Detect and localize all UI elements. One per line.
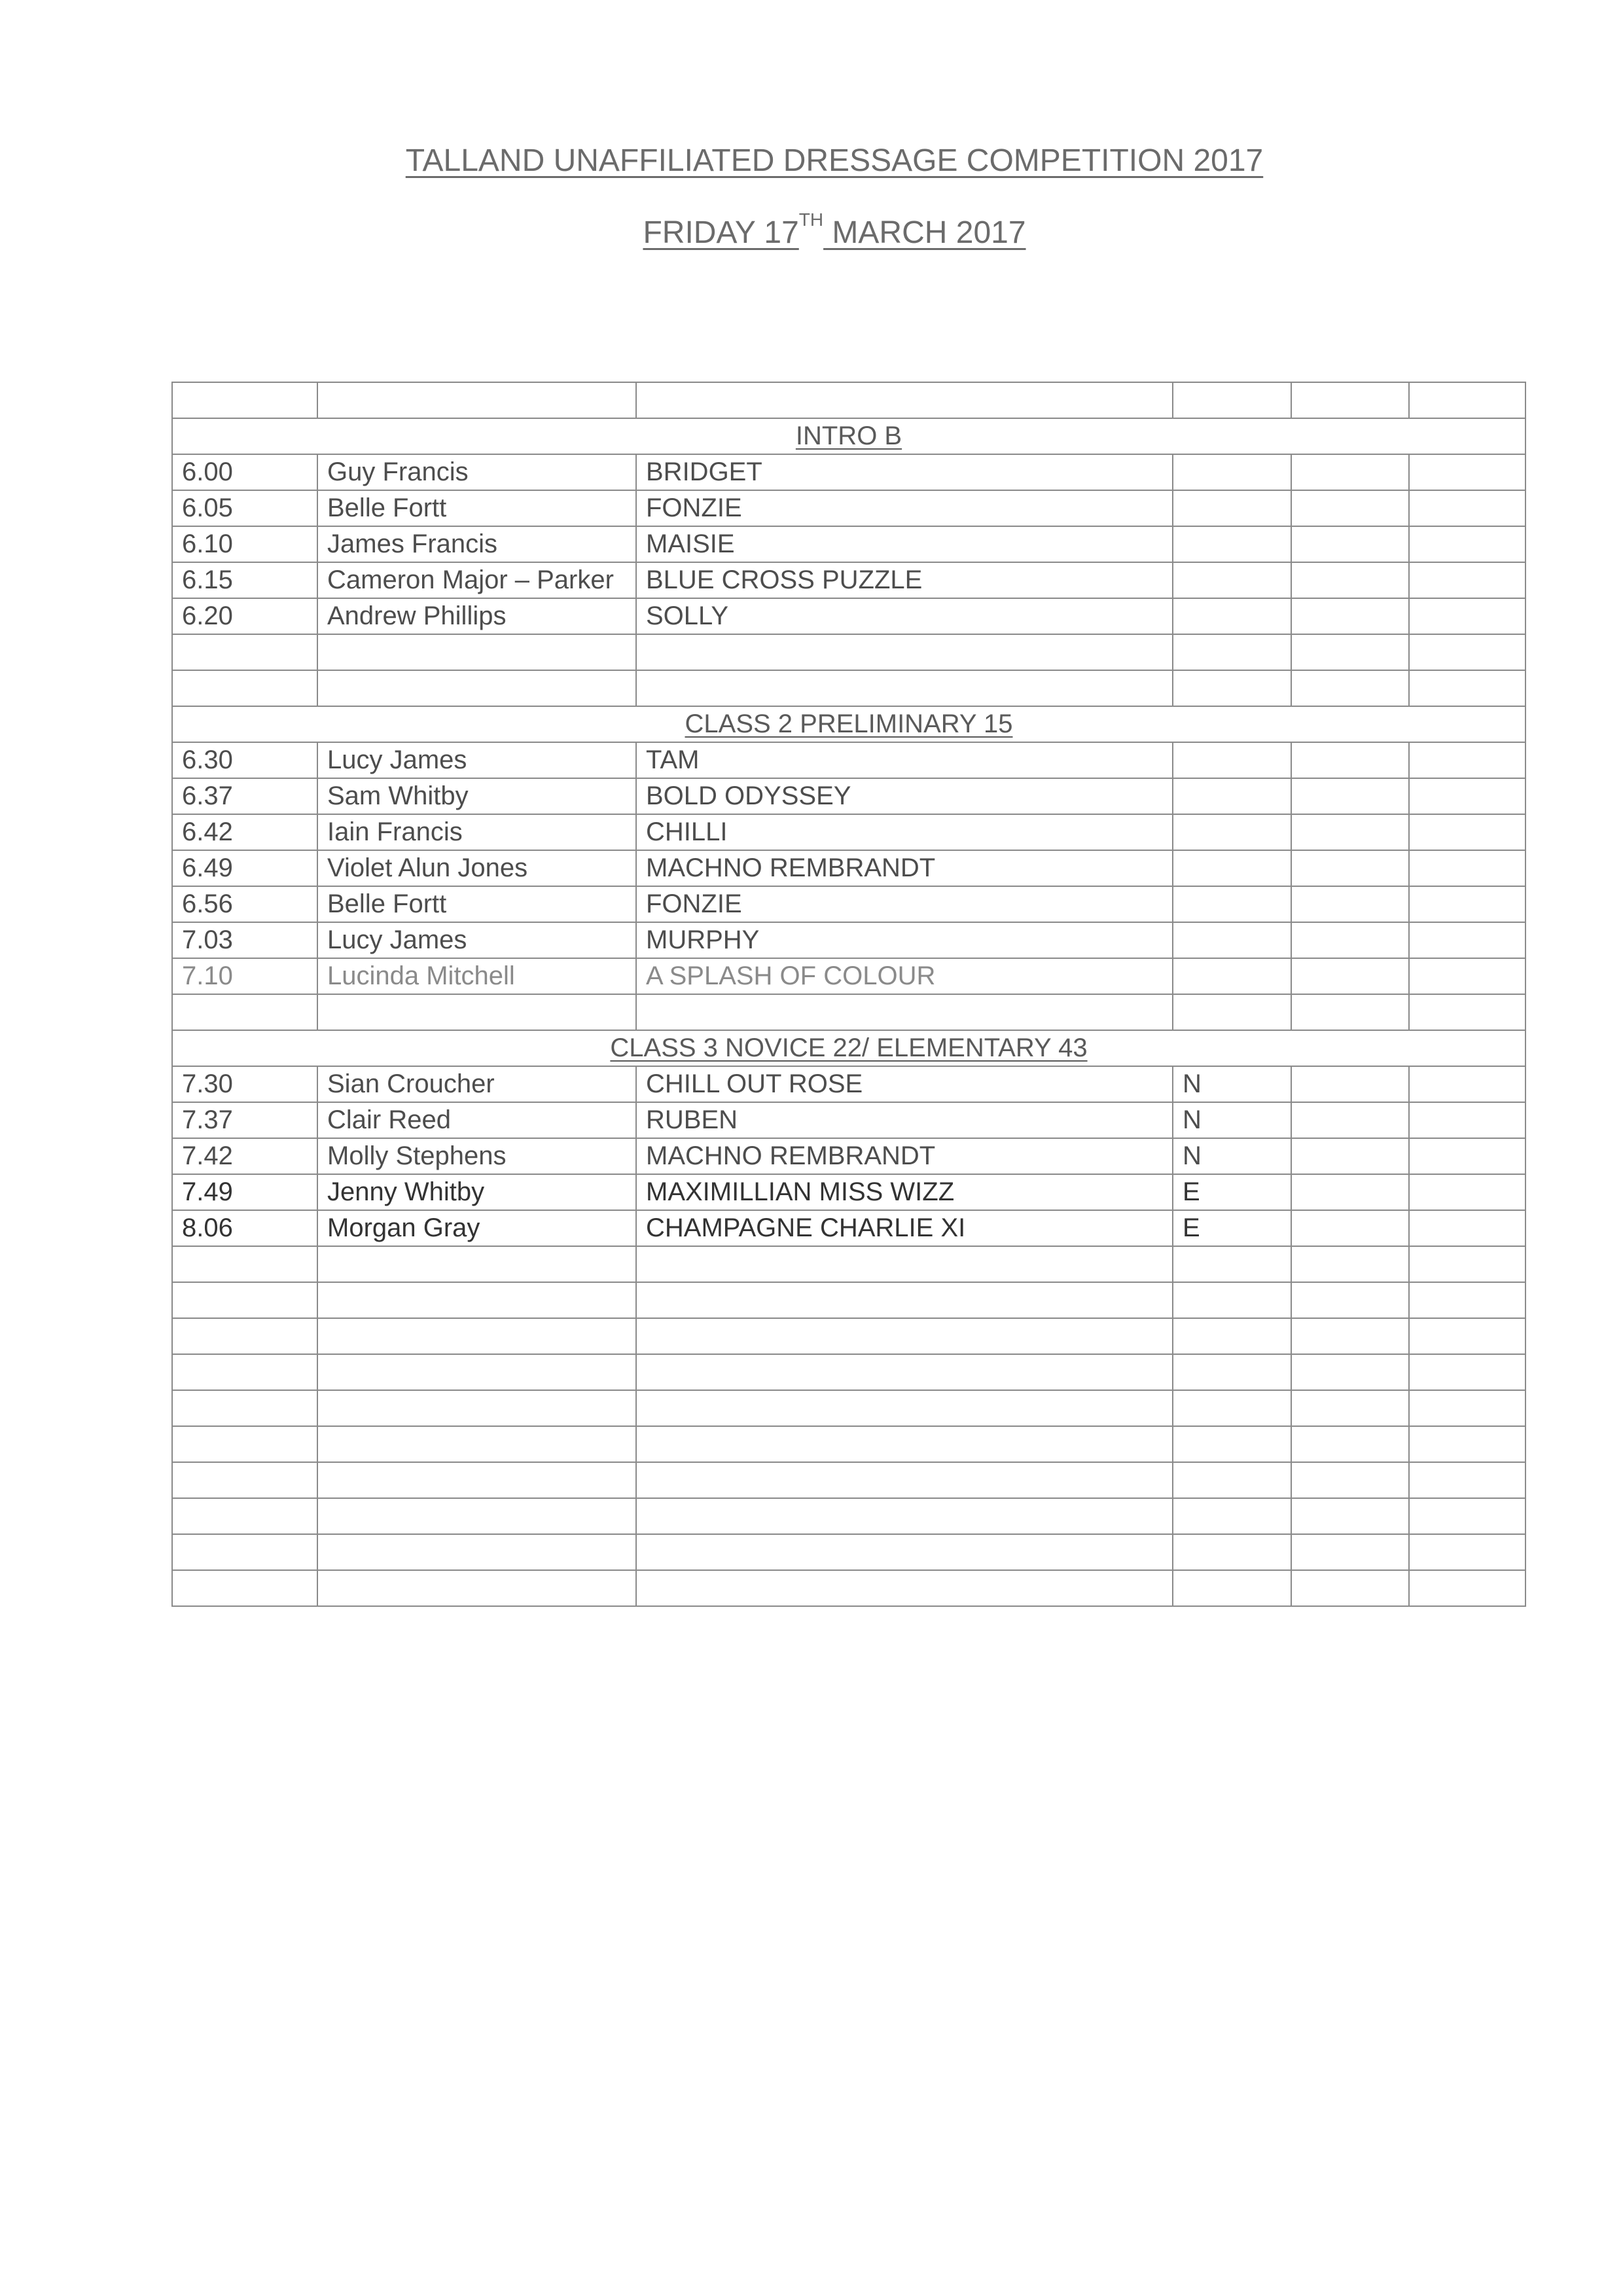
score-cell — [1291, 850, 1409, 886]
entry-row — [172, 742, 1525, 778]
level-cell — [1173, 922, 1291, 958]
horse-cell: BLUE CROSS PUZZLE — [636, 562, 1173, 598]
placing-cell — [1409, 454, 1525, 490]
entry-row — [172, 454, 1525, 490]
blank-cell — [172, 1570, 317, 1606]
entry-row — [172, 490, 1525, 526]
placing-cell — [1409, 490, 1525, 526]
blank-cell — [1409, 994, 1525, 1030]
level-cell — [1173, 958, 1291, 994]
blank-cell — [317, 634, 636, 670]
score-cell — [1291, 598, 1409, 634]
class-header: CLASS 3 NOVICE 22/ ELEMENTARY 43 — [172, 1030, 1525, 1066]
class-header: INTRO B — [172, 418, 1525, 454]
horse-cell: FONZIE — [636, 886, 1173, 922]
blank-cell — [1409, 382, 1525, 418]
blank-cell — [1291, 1570, 1409, 1606]
placing-cell — [1409, 1102, 1525, 1138]
entry-row — [172, 1210, 1525, 1246]
time-cell: 8.06 — [172, 1210, 317, 1246]
placing-cell — [1409, 562, 1525, 598]
blank-cell — [172, 1498, 317, 1534]
blank-cell — [1291, 1318, 1409, 1354]
placing-cell — [1409, 850, 1525, 886]
blank-cell — [317, 1282, 636, 1318]
horse-cell: CHILLI — [636, 814, 1173, 850]
time-cell: 6.10 — [172, 526, 317, 562]
rider-cell: Lucy James — [317, 742, 636, 778]
level-cell: N — [1173, 1138, 1291, 1174]
document-date — [0, 209, 1623, 251]
blank-cell — [317, 994, 636, 1030]
blank-row — [172, 1462, 1525, 1498]
score-cell — [1291, 526, 1409, 562]
blank-cell — [1173, 1426, 1291, 1462]
placing-cell — [1409, 886, 1525, 922]
blank-row — [172, 1282, 1525, 1318]
blank-cell — [317, 1534, 636, 1570]
blank-cell — [636, 1390, 1173, 1426]
date-day: FRIDAY 17 — [643, 215, 799, 250]
rider-cell: James Francis — [317, 526, 636, 562]
time-cell: 6.30 — [172, 742, 317, 778]
blank-cell — [317, 1390, 636, 1426]
rider-cell: Jenny Whitby — [317, 1174, 636, 1210]
blank-row — [172, 1390, 1525, 1426]
blank-cell — [1291, 1282, 1409, 1318]
level-cell — [1173, 850, 1291, 886]
blank-cell — [1173, 1462, 1291, 1498]
class-header-row — [172, 418, 1525, 454]
class-header: CLASS 2 PRELIMINARY 15 — [172, 706, 1525, 742]
blank-cell — [1291, 634, 1409, 670]
blank-cell — [636, 1462, 1173, 1498]
blank-cell — [636, 1354, 1173, 1390]
blank-cell — [1291, 1246, 1409, 1282]
blank-cell — [1173, 1354, 1291, 1390]
horse-cell: CHILL OUT ROSE — [636, 1066, 1173, 1102]
placing-cell — [1409, 1066, 1525, 1102]
blank-cell — [1173, 1318, 1291, 1354]
blank-cell — [1173, 994, 1291, 1030]
horse-cell: CHAMPAGNE CHARLIE XI — [636, 1210, 1173, 1246]
blank-cell — [317, 1246, 636, 1282]
entry-row — [172, 1174, 1525, 1210]
entry-row — [172, 850, 1525, 886]
blank-cell — [172, 634, 317, 670]
blank-row — [172, 1246, 1525, 1282]
score-cell — [1291, 814, 1409, 850]
placing-cell — [1409, 598, 1525, 634]
class-header-row — [172, 1030, 1525, 1066]
rider-cell: Violet Alun Jones — [317, 850, 636, 886]
placing-cell — [1409, 526, 1525, 562]
blank-cell — [636, 1570, 1173, 1606]
blank-cell — [1173, 634, 1291, 670]
blank-cell — [317, 1498, 636, 1534]
blank-row — [172, 1534, 1525, 1570]
level-cell — [1173, 598, 1291, 634]
blank-cell — [1409, 1462, 1525, 1498]
blank-cell — [172, 1282, 317, 1318]
entry-row — [172, 814, 1525, 850]
horse-cell: FONZIE — [636, 490, 1173, 526]
time-cell: 7.03 — [172, 922, 317, 958]
blank-cell — [1173, 670, 1291, 706]
blank-cell — [636, 994, 1173, 1030]
blank-row — [172, 1570, 1525, 1606]
score-cell — [1291, 490, 1409, 526]
blank-cell — [636, 1318, 1173, 1354]
level-cell — [1173, 454, 1291, 490]
blank-cell — [1409, 1318, 1525, 1354]
level-cell — [1173, 814, 1291, 850]
level-cell — [1173, 778, 1291, 814]
horse-cell: A SPLASH OF COLOUR — [636, 958, 1173, 994]
placing-cell — [1409, 1210, 1525, 1246]
blank-cell — [172, 1390, 317, 1426]
document-title: TALLAND UNAFFILIATED DRESSAGE COMPETITION 2017 — [405, 143, 1264, 178]
blank-cell — [636, 382, 1173, 418]
blank-cell — [1291, 1534, 1409, 1570]
rider-cell: Belle Fortt — [317, 490, 636, 526]
level-cell: N — [1173, 1066, 1291, 1102]
blank-cell — [1409, 670, 1525, 706]
score-cell — [1291, 958, 1409, 994]
blank-cell — [317, 670, 636, 706]
blank-cell — [1173, 1282, 1291, 1318]
horse-cell: RUBEN — [636, 1102, 1173, 1138]
score-cell — [1291, 922, 1409, 958]
blank-cell — [1173, 1390, 1291, 1426]
class-header-row — [172, 706, 1525, 742]
score-cell — [1291, 454, 1409, 490]
level-cell — [1173, 490, 1291, 526]
blank-cell — [1173, 1498, 1291, 1534]
level-cell: E — [1173, 1174, 1291, 1210]
blank-row — [172, 1426, 1525, 1462]
horse-cell: SOLLY — [636, 598, 1173, 634]
blank-cell — [1291, 1390, 1409, 1426]
blank-cell — [1173, 1570, 1291, 1606]
blank-cell — [1291, 994, 1409, 1030]
level-cell — [1173, 526, 1291, 562]
time-cell: 6.20 — [172, 598, 317, 634]
blank-cell — [317, 1354, 636, 1390]
horse-cell: MACHNO REMBRANDT — [636, 850, 1173, 886]
rider-cell: Cameron Major – Parker — [317, 562, 636, 598]
score-cell — [1291, 778, 1409, 814]
blank-cell — [636, 1426, 1173, 1462]
date-ordinal-suffix: TH — [798, 209, 824, 230]
entry-row — [172, 562, 1525, 598]
blank-cell — [317, 1318, 636, 1354]
level-cell: E — [1173, 1210, 1291, 1246]
blank-cell — [172, 1426, 317, 1462]
blank-cell — [636, 1498, 1173, 1534]
rider-cell: Clair Reed — [317, 1102, 636, 1138]
blank-cell — [1291, 1426, 1409, 1462]
blank-cell — [1409, 1246, 1525, 1282]
time-cell: 7.10 — [172, 958, 317, 994]
entry-row — [172, 1066, 1525, 1102]
blank-cell — [636, 1246, 1173, 1282]
blank-cell — [1409, 1426, 1525, 1462]
entry-row — [172, 778, 1525, 814]
score-cell — [1291, 1066, 1409, 1102]
blank-cell — [1291, 1498, 1409, 1534]
blank-cell — [172, 1354, 317, 1390]
entry-row — [172, 1102, 1525, 1138]
time-cell: 7.42 — [172, 1138, 317, 1174]
blank-cell — [636, 670, 1173, 706]
date-month-year: MARCH 2017 — [823, 215, 1026, 250]
horse-cell: BOLD ODYSSEY — [636, 778, 1173, 814]
blank-row — [172, 382, 1525, 418]
blank-cell — [172, 994, 317, 1030]
blank-cell — [1409, 1354, 1525, 1390]
horse-cell: BRIDGET — [636, 454, 1173, 490]
blank-cell — [636, 634, 1173, 670]
blank-cell — [317, 1570, 636, 1606]
rider-cell: Sam Whitby — [317, 778, 636, 814]
rider-cell: Lucy James — [317, 922, 636, 958]
score-cell — [1291, 1210, 1409, 1246]
rider-cell: Molly Stephens — [317, 1138, 636, 1174]
placing-cell — [1409, 814, 1525, 850]
rider-cell: Lucinda Mitchell — [317, 958, 636, 994]
blank-cell — [1173, 1534, 1291, 1570]
blank-cell — [1291, 670, 1409, 706]
entry-row — [172, 598, 1525, 634]
rider-cell: Belle Fortt — [317, 886, 636, 922]
entry-row — [172, 526, 1525, 562]
blank-cell — [317, 382, 636, 418]
score-cell — [1291, 886, 1409, 922]
level-cell: N — [1173, 1102, 1291, 1138]
blank-cell — [1291, 1462, 1409, 1498]
schedule-table — [171, 382, 1526, 1607]
horse-cell: MAISIE — [636, 526, 1173, 562]
entry-row — [172, 1138, 1525, 1174]
rider-cell: Iain Francis — [317, 814, 636, 850]
blank-cell — [172, 1534, 317, 1570]
placing-cell — [1409, 742, 1525, 778]
blank-row — [172, 1498, 1525, 1534]
blank-cell — [172, 670, 317, 706]
blank-row — [172, 994, 1525, 1030]
rider-cell: Guy Francis — [317, 454, 636, 490]
entry-row — [172, 922, 1525, 958]
blank-cell — [172, 1246, 317, 1282]
rider-cell: Andrew Phillips — [317, 598, 636, 634]
blank-cell — [172, 1462, 317, 1498]
blank-cell — [1409, 1390, 1525, 1426]
placing-cell — [1409, 958, 1525, 994]
time-cell: 6.05 — [172, 490, 317, 526]
time-cell: 6.00 — [172, 454, 317, 490]
score-cell — [1291, 1102, 1409, 1138]
blank-row — [172, 1318, 1525, 1354]
time-cell: 7.30 — [172, 1066, 317, 1102]
blank-cell — [636, 1534, 1173, 1570]
rider-cell: Sian Croucher — [317, 1066, 636, 1102]
level-cell — [1173, 886, 1291, 922]
time-cell: 6.49 — [172, 850, 317, 886]
placing-cell — [1409, 1138, 1525, 1174]
score-cell — [1291, 1138, 1409, 1174]
blank-cell — [317, 1462, 636, 1498]
horse-cell: MURPHY — [636, 922, 1173, 958]
blank-cell — [1173, 382, 1291, 418]
blank-cell — [1409, 1570, 1525, 1606]
blank-cell — [1409, 1282, 1525, 1318]
blank-cell — [1291, 382, 1409, 418]
entry-row — [172, 886, 1525, 922]
time-cell: 6.15 — [172, 562, 317, 598]
horse-cell: TAM — [636, 742, 1173, 778]
placing-cell — [1409, 1174, 1525, 1210]
time-cell: 6.42 — [172, 814, 317, 850]
level-cell — [1173, 742, 1291, 778]
blank-cell — [1409, 1534, 1525, 1570]
blank-cell — [1173, 1246, 1291, 1282]
blank-cell — [1409, 634, 1525, 670]
rider-cell: Morgan Gray — [317, 1210, 636, 1246]
blank-cell — [317, 1426, 636, 1462]
time-cell: 7.49 — [172, 1174, 317, 1210]
blank-row — [172, 670, 1525, 706]
time-cell: 6.56 — [172, 886, 317, 922]
time-cell: 7.37 — [172, 1102, 317, 1138]
blank-cell — [1291, 1354, 1409, 1390]
score-cell — [1291, 742, 1409, 778]
blank-row — [172, 1354, 1525, 1390]
blank-cell — [1409, 1498, 1525, 1534]
entry-row — [172, 958, 1525, 994]
blank-cell — [172, 382, 317, 418]
schedule-table-body — [172, 382, 1525, 1606]
blank-cell — [636, 1282, 1173, 1318]
score-cell — [1291, 562, 1409, 598]
blank-cell — [172, 1318, 317, 1354]
horse-cell: MAXIMILLIAN MISS WIZZ — [636, 1174, 1173, 1210]
level-cell — [1173, 562, 1291, 598]
blank-row — [172, 634, 1525, 670]
placing-cell — [1409, 922, 1525, 958]
time-cell: 6.37 — [172, 778, 317, 814]
score-cell — [1291, 1174, 1409, 1210]
horse-cell: MACHNO REMBRANDT — [636, 1138, 1173, 1174]
placing-cell — [1409, 778, 1525, 814]
